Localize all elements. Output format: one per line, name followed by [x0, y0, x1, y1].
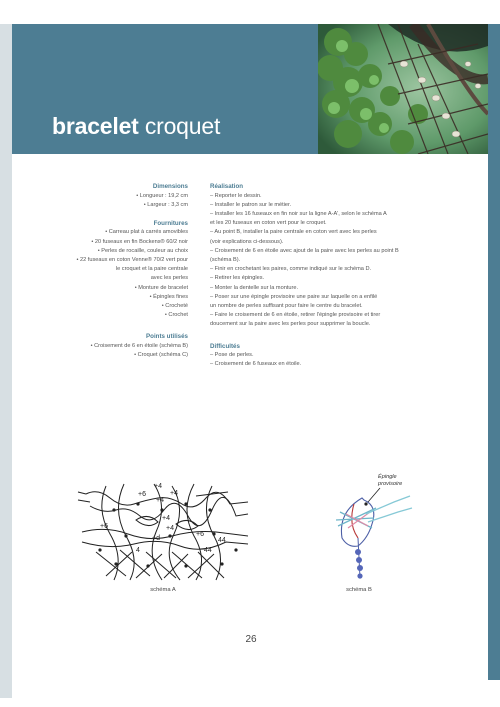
realisation-step: – Finir en crochetant les paires, comme indiqué sur le schéma D. — [210, 266, 372, 273]
supplies-item: • Crochet — [164, 312, 188, 319]
dimensions-item: • Longueur : 19,2 cm — [136, 192, 188, 199]
stitches-title: Points utilisés — [146, 333, 188, 341]
realisation-list — [210, 192, 472, 330]
realisation-step: – Retirer les épingles. — [210, 275, 265, 282]
stitches-item: • Croquet (schéma C) — [134, 352, 188, 359]
realisation-step: – Au point B, installer la paire centrale en coton vert avec les perles — [210, 229, 377, 236]
pin-label: Épingle — [378, 474, 397, 480]
realisation-step: – Faire le croisement de 6 en étoile, retirer l'épingle provisoire et tirer — [210, 312, 381, 319]
difficulties-list — [210, 351, 472, 369]
diagram-a-label: 44 — [204, 547, 212, 554]
diagram-a-label: +4 — [156, 497, 164, 504]
realisation-step: (schéma B). — [210, 256, 241, 263]
left-column — [20, 182, 188, 360]
diagram-a-label: +6 — [138, 491, 146, 498]
diagram-a-label: 44 — [218, 537, 226, 544]
difficulties-title: Difficultés — [210, 342, 240, 350]
realisation-step: – Installer les 16 fuseaux en fin noir sur la ligne A-A', selon le schéma A — [210, 210, 387, 217]
realisation-step: – Reporter le dessin. — [210, 192, 262, 199]
diagram-a-label: +d — [152, 535, 160, 542]
realisation-title: Réalisation — [210, 183, 244, 190]
supplies-item: • Carreau plat à carrés amovibles — [105, 229, 188, 236]
realisation-step: doucement sur la paire avec les perles pour supprimer la boucle. — [210, 321, 371, 328]
page-title — [52, 112, 220, 140]
supplies-item: avec les perles — [150, 275, 188, 282]
diagram-a-caption: schéma A — [150, 587, 176, 593]
supplies-item: • Crocheté — [161, 303, 188, 310]
dimensions-title: Dimensions — [152, 183, 188, 190]
supplies-item: le croquet et la paire centrale — [115, 266, 188, 273]
diagram-a-label: +6 — [100, 523, 108, 530]
pin-label: provisoire — [378, 481, 403, 487]
difficulties-item: – Pose de perles. — [210, 352, 254, 359]
diagram-b-caption: schéma B — [346, 587, 372, 593]
realisation-step: – Croisement de 6 en étoile avec ajout de la paire avec les perles au point B — [210, 247, 399, 254]
difficulties-item: – Croisement de 6 fuseaux en étoile. — [210, 361, 302, 368]
diagram-a-label: +4 — [162, 515, 170, 522]
diagram-a-label: +4 — [166, 525, 174, 532]
lace-bracelet-photo — [318, 24, 488, 154]
supplies-title: Fournitures — [153, 219, 188, 227]
diagram-a-label: +4 — [170, 490, 178, 497]
dimensions-list — [20, 192, 188, 210]
realisation-step: – Installer le patron sur le métier. — [210, 201, 292, 208]
photo-illustration — [318, 24, 488, 154]
realisation-step: et les 20 fuseaux en coton vert pour le croquet. — [210, 220, 327, 227]
diagram-a-label: +6 — [196, 531, 204, 538]
realisation-step: – Monter la dentelle sur la monture. — [210, 284, 298, 291]
supplies-item: • Monture de bracelet — [134, 284, 188, 291]
stitches-item: • Croisement de 6 en étoile (schéma B) — [90, 342, 188, 349]
supplies-item: • Épingles fines — [149, 293, 188, 300]
realisation-step: (voir explications ci-dessous). — [210, 238, 284, 245]
realisation-step: – Poser sur une épingle provisoire une paire sur laquelle on a enfilé — [210, 293, 378, 300]
diagram-a-label: 4 — [136, 547, 140, 554]
star-crossing-diagram-b — [318, 468, 418, 583]
dimensions-item: • Largeur : 3,3 cm — [143, 201, 188, 208]
right-column — [210, 182, 472, 369]
title-light-word: croquet — [144, 113, 221, 139]
supplies-item: • 22 fuseaux en coton Venne® 70/2 vert pour — [76, 257, 188, 264]
title-bold-word: bracelet — [52, 113, 139, 139]
supplies-list — [20, 228, 188, 320]
realisation-step: un nombre de perles suffisant pour faire le centre du bracelet. — [210, 302, 363, 309]
left-margin-strip — [0, 24, 12, 698]
right-margin-strip — [488, 24, 500, 680]
diagram-a-label: +4 — [154, 483, 162, 490]
supplies-item: • Perles de rocaille, couleur au choix — [97, 247, 188, 254]
page-number: 26 — [245, 634, 257, 645]
pricking-diagram-a — [76, 480, 252, 585]
stitches-list — [20, 342, 188, 360]
supplies-item: • 20 fuseaux en fin Bockens® 60/2 noir — [91, 238, 188, 245]
